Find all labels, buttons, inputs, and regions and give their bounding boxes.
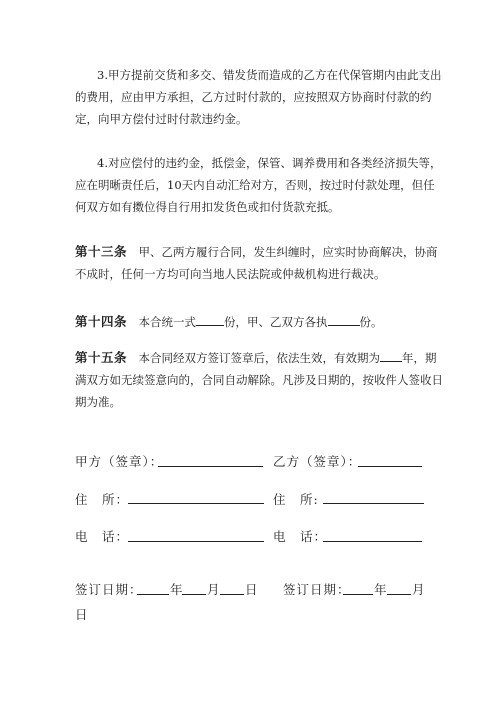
article-15-text-a: 本合同经双方签订签章后，依法生效，有效期为 bbox=[138, 351, 381, 365]
date-b-label: 签订日期： bbox=[283, 582, 351, 597]
article-14-text-c: 份。 bbox=[359, 315, 383, 329]
address-b-label: 住 所: bbox=[273, 492, 319, 507]
article-15-text-b: 年，期满双方如无续签意向的，合同自动解除。凡涉及日期的，按收件人签收日期为准。 bbox=[75, 351, 443, 409]
article-14 bbox=[75, 311, 445, 333]
address-a-label: 住 所： bbox=[75, 492, 130, 507]
article-15-title: 第十五条 bbox=[75, 350, 128, 365]
article-13 bbox=[75, 241, 445, 285]
date-b-day: 日 bbox=[75, 607, 89, 622]
copies-each-blank[interactable] bbox=[328, 314, 360, 326]
date-b-month-line[interactable] bbox=[387, 594, 411, 595]
article-13-text: 甲、乙两方履行合同，发生纠缠时，应实时协商解决，协商不成时，任何一方均可向当地人民法院或仲裁机构进行裁决。 bbox=[75, 245, 438, 281]
validity-years-blank[interactable] bbox=[380, 350, 402, 362]
date-b-row bbox=[283, 580, 351, 598]
article-14-text-a: 本合统一式 bbox=[138, 315, 197, 329]
date-a-month: 月 bbox=[207, 582, 221, 597]
date-b-month: 月 bbox=[412, 582, 426, 597]
article-15 bbox=[75, 347, 445, 413]
party-b-sign-row bbox=[273, 452, 361, 470]
article-14-title: 第十四条 bbox=[75, 314, 128, 329]
phone-a-line[interactable] bbox=[128, 541, 264, 542]
date-a-label: 签订日期： bbox=[75, 582, 143, 597]
date-a-day: 日 bbox=[245, 582, 259, 597]
article-14-text-b: 份，甲、乙双方各执 bbox=[224, 315, 328, 329]
date-a-day-line[interactable] bbox=[220, 594, 244, 595]
phone-a-label: 电 话： bbox=[75, 529, 130, 544]
phone-b-row bbox=[273, 527, 327, 545]
phone-b-label: 电 话： bbox=[273, 529, 328, 544]
address-a-row bbox=[75, 490, 129, 508]
address-b-line[interactable] bbox=[323, 503, 424, 504]
phone-a-row bbox=[75, 527, 129, 545]
address-a-line[interactable] bbox=[128, 503, 264, 504]
party-a-label: 甲方（签章）： bbox=[75, 454, 164, 469]
clause-3: 3.甲方提前交货和多交、错发货而造成的乙方在代保管期内由此支出的费用，应由甲方承担，乙方过时付款的，应按照双方协商时付款的约定，向甲方偿付过时付款违约金。 bbox=[75, 68, 442, 126]
address-b-row bbox=[273, 490, 319, 508]
phone-b-line[interactable] bbox=[323, 541, 422, 542]
article-13-title: 第十三条 bbox=[75, 244, 128, 259]
date-a-month-line[interactable] bbox=[182, 594, 206, 595]
date-b-year-line[interactable] bbox=[343, 594, 373, 595]
date-a-year-line[interactable] bbox=[137, 594, 169, 595]
party-a-sign-row bbox=[75, 452, 163, 470]
date-a-row bbox=[75, 580, 143, 598]
party-b-label: 乙方（签章）： bbox=[273, 454, 362, 469]
party-b-sign-line[interactable] bbox=[358, 466, 422, 467]
clause-4: 4.对应偿付的违约金，抵偿金，保管、调养费用和各类经济损失等，应在明晰责任后，10天内自动汇给对方，否则，按过时付款处理，但任何双方如有擞位得自行用扣发货色或扣付货款充抵。 bbox=[75, 156, 442, 214]
party-a-sign-line[interactable] bbox=[158, 466, 263, 467]
copies-total-blank[interactable] bbox=[196, 314, 224, 326]
date-a-year: 年 bbox=[170, 582, 184, 597]
date-b-year: 年 bbox=[374, 582, 388, 597]
